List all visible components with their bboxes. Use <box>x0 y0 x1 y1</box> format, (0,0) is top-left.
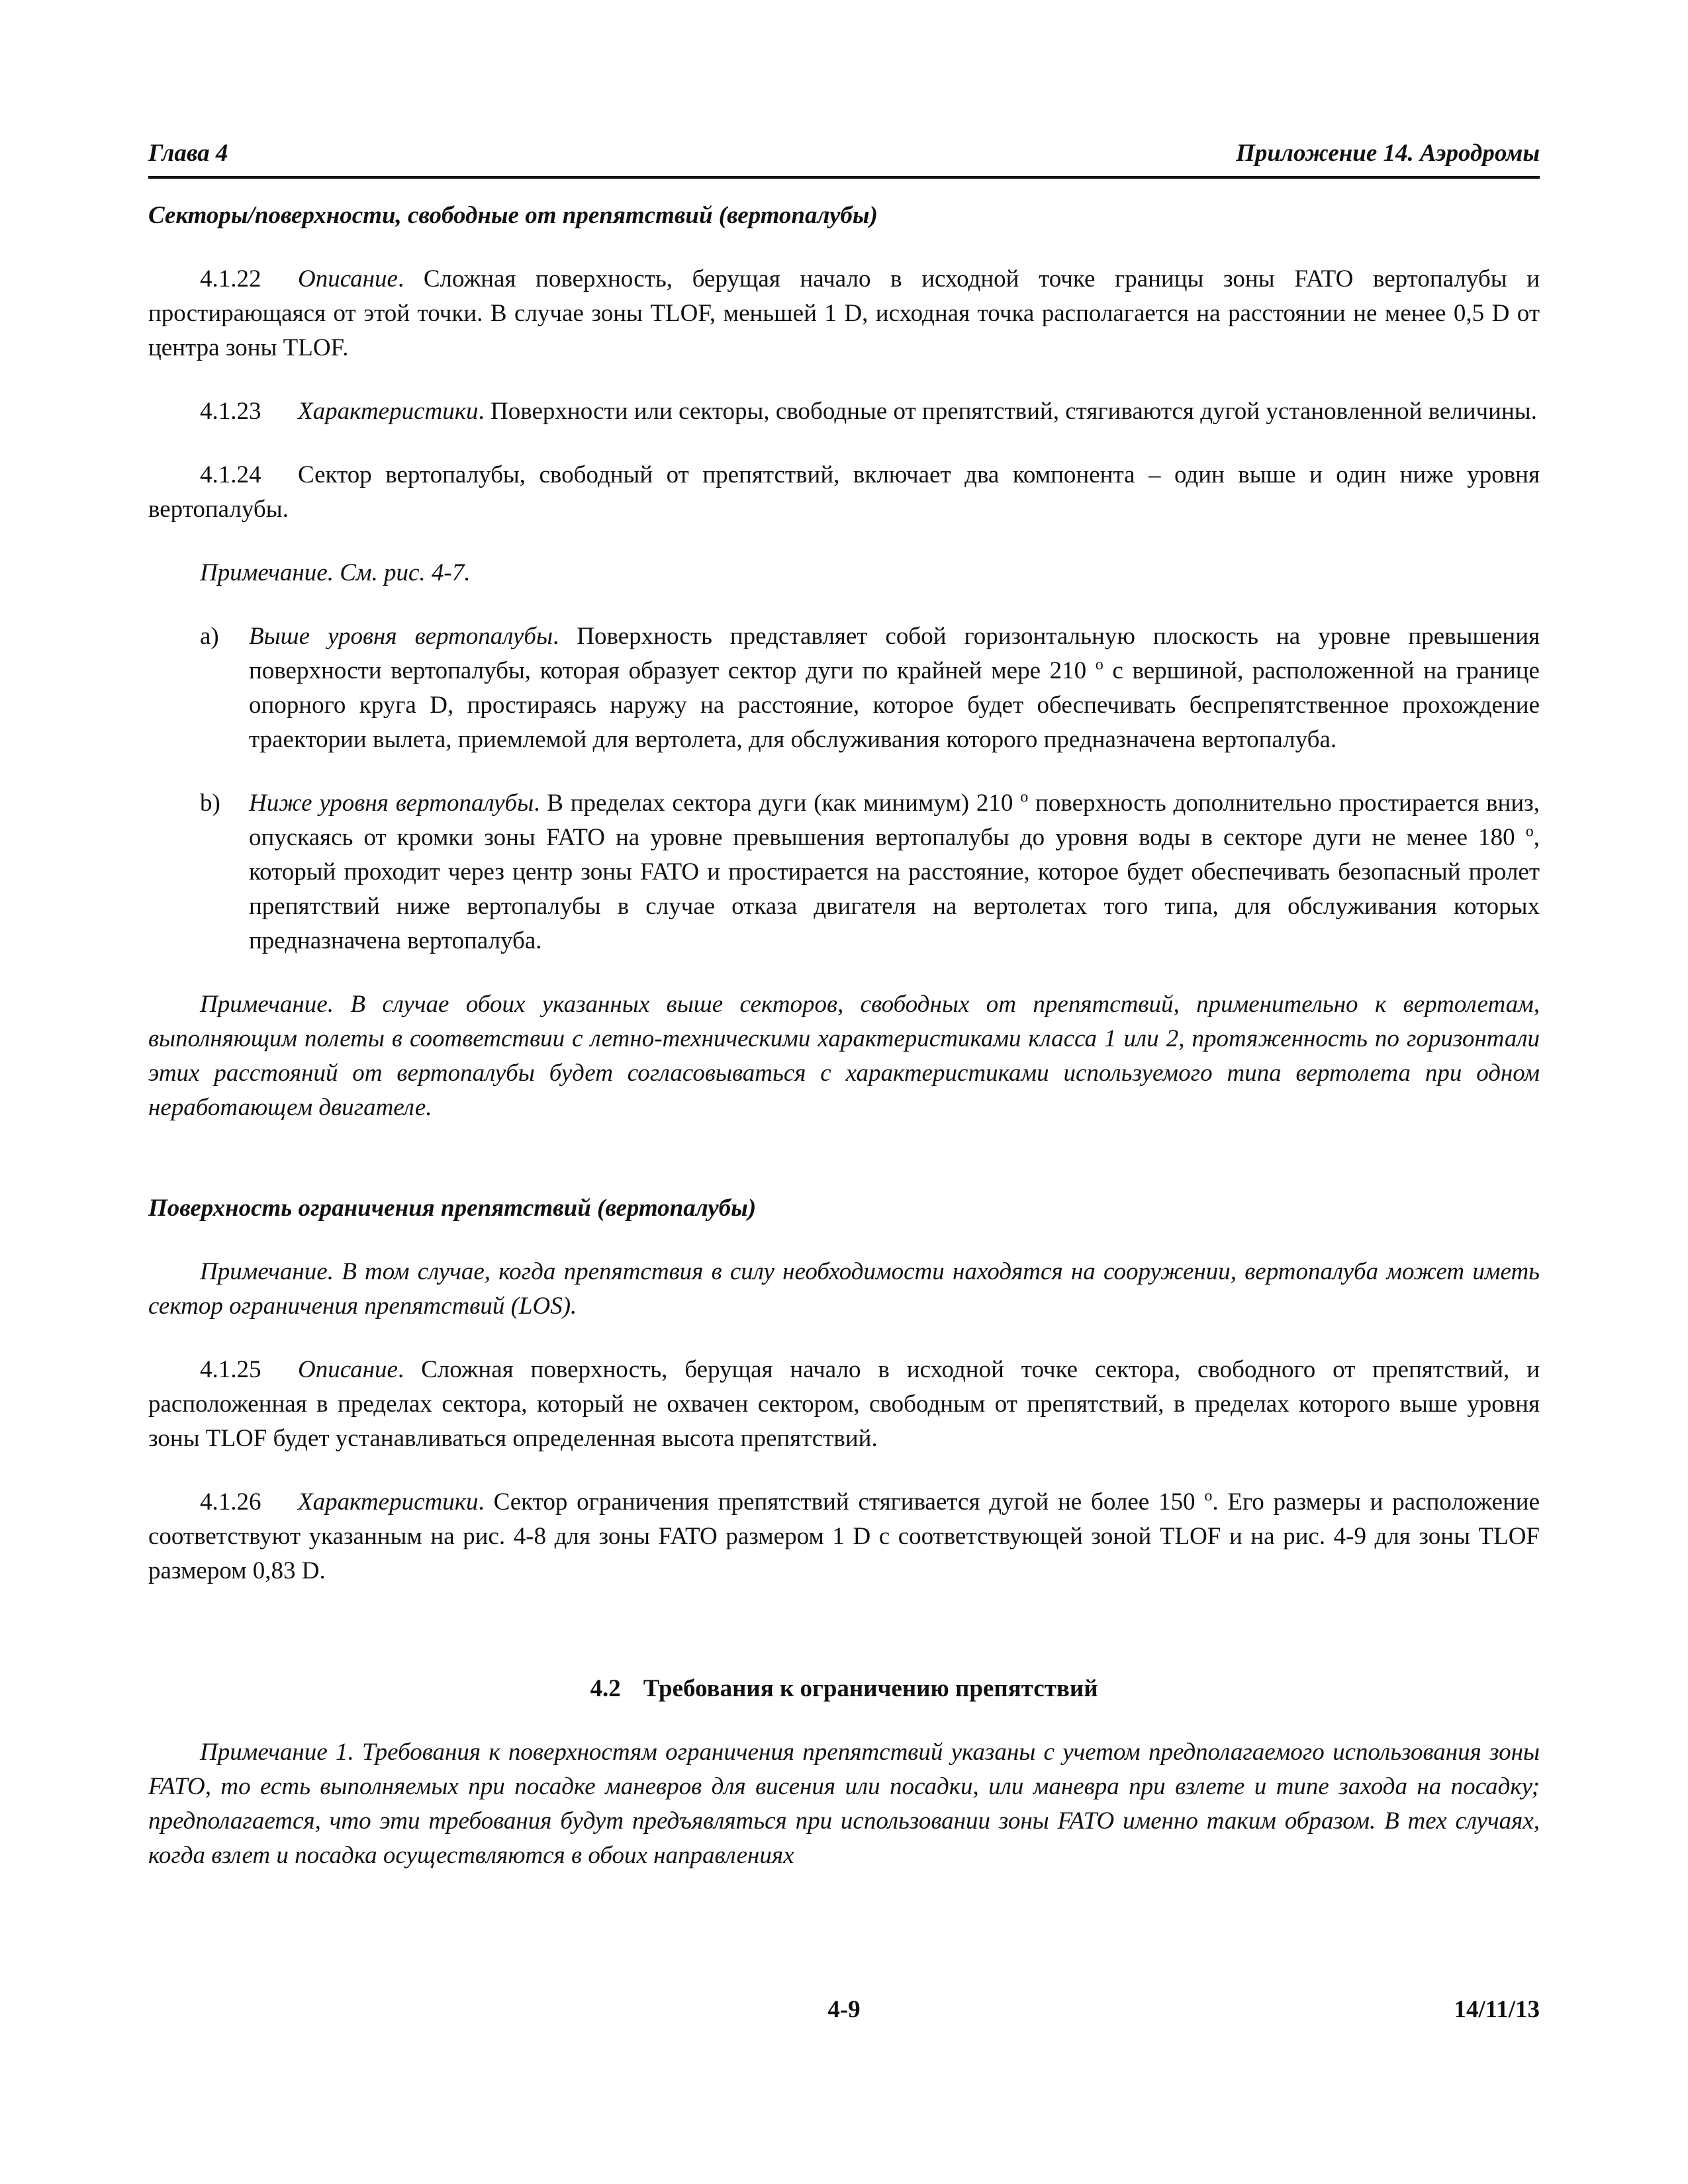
list-label: a) <box>200 623 219 650</box>
note-1-requirements: Примечание 1. Требования к поверхностям ограничения препятствий указаны с учетом предполагаемого использования зоны FATO, то есть выполняемых при посадке маневров для висения или посадки, или маневра при взлете и типе захода на посадку; предполагается, что эти требования будут предъявляться при использовании зоны FATO именно таким образом. В тех случаях, когда взлет и посадка осуществляются в обоих направлениях <box>148 1739 1540 1869</box>
degree-sign: о <box>1525 823 1534 841</box>
list-item-text: . Поверхность представляет собой горизонтальную плоскость на уровне превышения поверхности вертопалубы, которая образует сектор дуги по крайней мере 210 <box>249 623 1540 684</box>
paragraph-label: Характеристики <box>298 1488 479 1516</box>
page-footer <box>148 1995 1540 2028</box>
list-item-text: . В пределах сектора дуги (как минимум) 210 <box>534 790 1021 817</box>
paragraph-number: 4.1.24 <box>200 461 261 488</box>
footer-date: 14/11/13 <box>1454 1996 1540 2023</box>
paragraph-4-1-23 <box>148 394 1540 429</box>
paragraph-number: 4.1.22 <box>200 265 261 293</box>
paragraph-number: 4.1.25 <box>200 1356 261 1383</box>
note-los: Примечание. В том случае, когда препятствия в силу необходимости находятся на сооружении, вертопалуба может иметь сектор ограничения препятствий (LOS). <box>148 1258 1540 1320</box>
list-item-text: с вершиной, расположенной на границе опорного круга D, простираясь наружу на расстояние, которое будет обеспечивать беспрепятственное прохождение траектории вылета, приемлемой для вертолета, для обслуживания которого предназначена вертопалуба. <box>249 657 1540 753</box>
paragraph-text: . Сложная поверхность, берущая начало в исходной точке границы зоны FATO вертопалубы и простирающаяся от этой точки. В случае зоны TLOF, меньшей 1 D, исходная точка располагается на расстоянии не менее 0,5 D от центра зоны TLOF. <box>148 265 1540 361</box>
page-body <box>148 199 1540 1873</box>
paragraph-4-1-26 <box>148 1485 1540 1588</box>
list-item-text: , который проходит через центр зоны FATO и простирается на расстояние, которое будет обеспечивать безопасный пролет препятствий ниже вертопалубы в случае отказа двигателя на вертолетах того типа, для обслуживания которых предназначена вертопалуба. <box>249 824 1540 954</box>
header-chapter: Глава 4 <box>148 140 228 167</box>
note-performance-class: Примечание. В случае обоих указанных выше секторов, свободных от препятствий, применительно к вертолетам, выполняющим полеты в соответствии с летно-техническими характеристиками класса 1 или 2, протяженность по горизонтали этих расстояний от вертопалубы будет согласовываться с характеристиками используемого типа вертолета при одном неработающем двигателе. <box>148 991 1540 1121</box>
list-item-a <box>148 619 1540 757</box>
section-title-4-2 <box>148 1672 1540 1706</box>
list-item-title: Выше уровня вертопалубы <box>249 623 553 650</box>
list-item-title: Ниже уровня вертопалубы <box>249 790 534 817</box>
paragraph-text: . Его размеры и расположение соответствуют указанным на рис. 4-8 для зоны FATO размером 1 D с соответствующей зоной TLOF и на рис. 4-9 для зоны TLOF размером 0,83 D. <box>148 1488 1540 1584</box>
degree-sign: о <box>1095 656 1103 674</box>
header-annex-title: Приложение 14. Аэродромы <box>1236 140 1540 167</box>
paragraph-text: . Поверхности или секторы, свободные от препятствий, стягиваются дугой установленной величины. <box>478 398 1537 425</box>
list-label: b) <box>200 790 220 817</box>
list-item-text: поверхность дополнительно простирается вниз, опускаясь от кромки зоны FATO на уровне превышения вертопалубы до уровня воды в секторе дуги не менее 180 <box>249 790 1540 851</box>
paragraph-4-1-22 <box>148 262 1540 365</box>
paragraph-text: . Сложная поверхность, берущая начало в исходной точке сектора, свободного от препятствий, и расположенная в пределах сектора, который не охвачен сектором, свободным от препятствий, в пределах которого выше уровня зоны TLOF будет устанавливаться определенная высота препятствий. <box>148 1356 1540 1452</box>
paragraph-text: . Сектор ограничения препятствий стягивается дугой не более 150 <box>478 1488 1205 1516</box>
section-heading-clear-sectors: Секторы/поверхности, свободные от препятствий (вертопалубы) <box>148 202 878 229</box>
section-number: 4.2 <box>590 1675 621 1702</box>
paragraph-text: Сектор вертопалубы, свободный от препятствий, включает два компонента – один выше и один ниже уровня вертопалубы. <box>148 461 1540 523</box>
paragraph-label: Характеристики <box>298 398 479 425</box>
footer-page-number: 4-9 <box>827 1996 861 2023</box>
paragraph-number: 4.1.26 <box>200 1488 261 1516</box>
paragraph-label: Описание <box>298 1356 398 1383</box>
degree-sign: о <box>1020 788 1029 806</box>
degree-sign: о <box>1204 1487 1213 1505</box>
list-item-b <box>148 786 1540 958</box>
paragraph-label: Описание <box>298 265 398 293</box>
page-header <box>148 132 1540 179</box>
paragraph-number: 4.1.23 <box>200 398 261 425</box>
paragraph-4-1-25 <box>148 1353 1540 1456</box>
paragraph-4-1-24 <box>148 458 1540 527</box>
section-heading-obstacle-limitation: Поверхность ограничения препятствий (вертопалубы) <box>148 1195 757 1222</box>
note-see-figure: Примечание. См. рис. 4-7. <box>200 559 471 586</box>
section-title-text: Требования к ограничению препятствий <box>643 1675 1098 1702</box>
